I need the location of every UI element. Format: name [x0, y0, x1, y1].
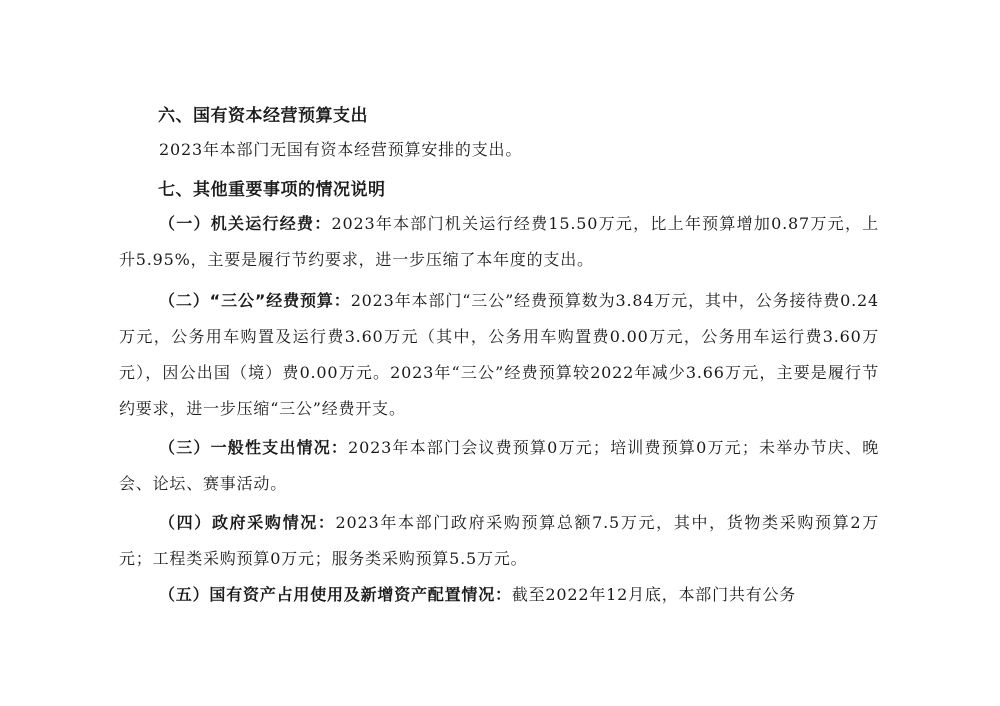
- item-1-text: 2023年本部门机关运行经费15.50万元，比上年预算增加0.87万元，上升5.95%，主要是履行节约要求，进一步压缩了本年度的支出。: [119, 214, 879, 269]
- item-4-label: （四）政府采购情况：: [159, 513, 336, 532]
- item-2-label: （二）“三公”经费预算：: [159, 291, 351, 310]
- item-4-paragraph: [119, 505, 879, 577]
- section-6-text: 2023年本部门无国有资本经营预算安排的支出。: [159, 140, 523, 159]
- item-4-text: 2023年本部门政府采购预算总额7.5万元，其中，货物类采购预算2万元；工程类采购预算0万元；服务类采购预算5.5万元。: [119, 513, 879, 568]
- item-3-text: 2023年本部门会议费预算0万元；培训费预算0万元；未举办节庆、晚会、论坛、赛事活动。: [119, 438, 879, 493]
- section-6-heading: 六、国有资本经营预算支出: [158, 106, 368, 126]
- section-7-heading: 七、其他重要事项的情况说明: [158, 180, 386, 200]
- item-1-paragraph: [119, 206, 879, 278]
- item-2-text: 2023年本部门“三公”经费预算数为3.84万元，其中，公务接待费0.24万元，公务用车购置及运行费3.60万元（其中，公务用车购置费0.00万元，公务用车运行费3.60万元），因公出国（境）费0.00万元。2023年“三公”经费预算较2022年减少3.66万元，主要是履行节约要求，进一步压缩“三公”经费开支。: [119, 291, 879, 418]
- item-3-label: （三）一般性支出情况：: [159, 438, 349, 457]
- item-5-paragraph: [119, 577, 879, 613]
- item-1-label: （一）机关运行经费：: [159, 214, 332, 233]
- item-5-label: （五）国有资产占用使用及新增资产配置情况：: [159, 585, 512, 604]
- item-5-text: 截至2022年12月底，本部门共有公务: [511, 585, 797, 604]
- item-2-paragraph: [119, 283, 879, 427]
- item-3-paragraph: [119, 430, 879, 502]
